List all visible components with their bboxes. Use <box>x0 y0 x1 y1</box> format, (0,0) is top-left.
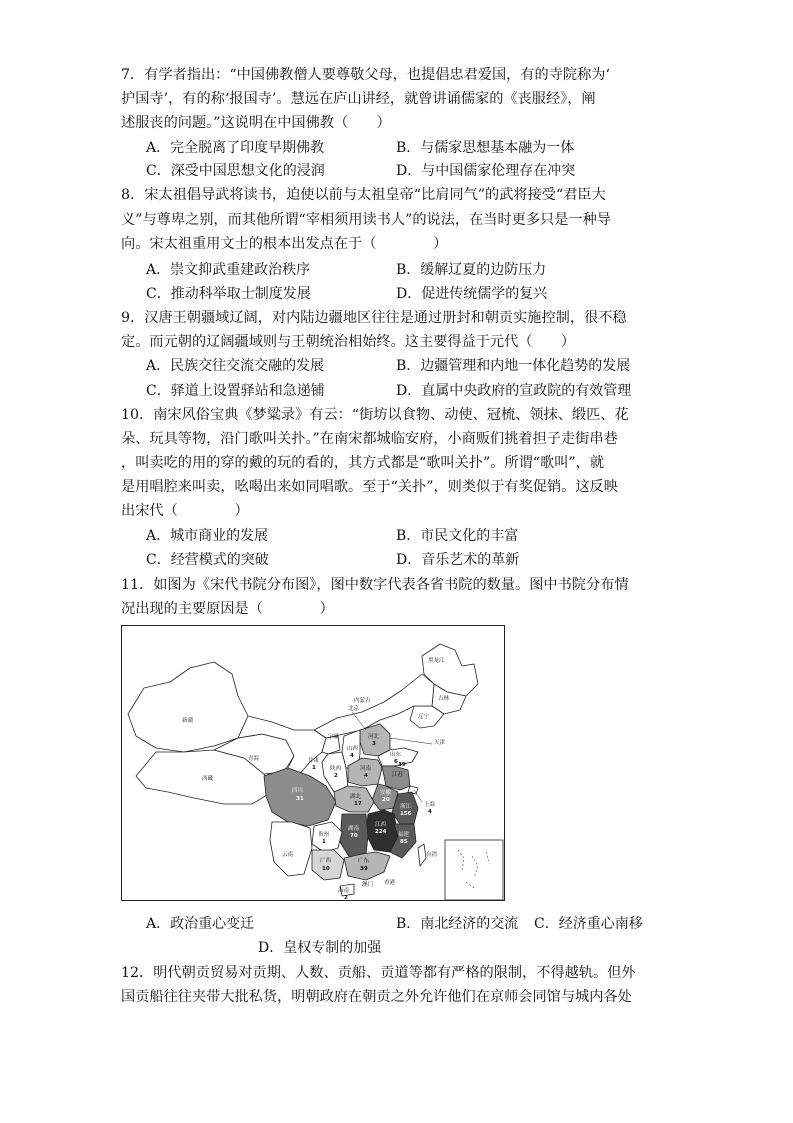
q7-option-d: D．与中国儒家伦理存在冲突 <box>396 163 576 179</box>
q7-option-b: B．与儒家思想基本融为一体 <box>396 140 575 156</box>
region-yunnan <box>270 822 312 876</box>
label-yunnan: 云南 <box>282 852 294 858</box>
count-hebei: 3 <box>372 741 376 747</box>
region-guangxi <box>312 850 344 880</box>
q10-option-b: B．市民文化的丰富 <box>396 528 519 544</box>
q12-stem-line-2: 国贡船往往夹带大批私货，明朝政府在朝贡之外允许他们在京师会同馆与城内各处 <box>121 989 632 1005</box>
q8-option-d: D．促进传统儒学的复兴 <box>396 286 548 302</box>
q10-option-a: A．城市商业的发展 <box>146 528 269 544</box>
label-tibet: 西藏 <box>202 776 214 782</box>
label-hubei: 湖北 <box>350 794 362 800</box>
count-guizhou: 1 <box>322 839 326 845</box>
q11-option-a: A．政治重心变迁 <box>146 916 255 932</box>
label-ningxia: 宁夏 <box>328 734 340 740</box>
label-taiwan: 台湾 <box>426 852 438 858</box>
label-shaanxi: 陕西 <box>330 766 342 772</box>
count-hunan: 70 <box>350 833 358 839</box>
q8-stem-line-3: 向。宋太祖重用文士的根本出发点在于（ ） <box>121 236 448 252</box>
q8-option-c: C．推动科举取士制度发展 <box>146 286 311 302</box>
q7-option-c: C．深受中国思想文化的浸润 <box>146 163 325 179</box>
count-shanghai: 4 <box>428 809 432 815</box>
q11-stem-line-2: 况出现的主要原因是（ ） <box>121 601 334 617</box>
label-liaoning: 辽宁 <box>418 714 430 720</box>
label-gansu: 甘肃 <box>308 758 320 764</box>
song-academy-distribution-map <box>121 625 505 901</box>
label-sichuan: 四川 <box>292 788 304 794</box>
q10-stem-line-3: ，叫卖吃的用的穿的戴的玩的看的，其方式都是“歌叫关扑”。所谓“歌叫”，就 <box>121 455 605 471</box>
label-tianjin: 天津 <box>434 740 446 746</box>
label-fujian: 福建 <box>398 832 410 838</box>
count-fujian: 85 <box>400 839 408 845</box>
q12-stem-line-1: 12．明代朝贡贸易对贡期、人数、贡船、贡道等都有严格的限制，不得越轨。但外 <box>121 965 636 981</box>
south-china-sea-inset <box>445 840 503 900</box>
count-guangdong: 39 <box>360 866 368 872</box>
label-beijing: 北京 <box>348 706 360 712</box>
label-zhejiang: 浙江 <box>400 804 412 810</box>
label-henan: 河南 <box>360 766 372 772</box>
region-xinjiang <box>128 662 248 752</box>
q8-option-b: B．缓解辽夏的边防压力 <box>396 262 547 278</box>
count-guangxi: 10 <box>322 866 330 872</box>
label-hongkong: 香港 <box>384 880 396 886</box>
count-sichuan: 31 <box>296 796 304 802</box>
q9-stem-line-1: 9．汉唐王朝疆域辽阔，对内陆边疆地区往往是通过册封和朝贡实施控制，很不稳 <box>121 310 627 326</box>
q8-stem-line-1: 8．宋太祖倡导武将读书，迫使以前与太祖皇帝“比肩同气”的武将接受“君臣大 <box>121 187 606 203</box>
q9-option-d: D．直属中央政府的宣政院的有效管理 <box>396 383 632 399</box>
label-xinjiang: 新疆 <box>182 718 194 724</box>
q9-option-b: B．边疆管理和内地一体化趋势的发展 <box>396 358 631 374</box>
q10-stem-line-1: 10．南宋风俗宝典《梦粱录》有云：“街坊以食物、动使、冠梳、领抹、缎匹、花 <box>121 407 629 423</box>
q11-option-d: D．皇权专制的加强 <box>258 940 382 956</box>
count-shandong: 6 <box>394 759 398 765</box>
label-shanxi: 山西 <box>347 746 359 752</box>
q10-option-d: D．音乐艺术的革新 <box>396 552 520 568</box>
q11-stem-line-1: 11．如图为《宋代书院分布图》，图中数字代表各省书院的数量。图中书院分布情 <box>121 577 629 593</box>
count-gansu: 1 <box>312 765 316 771</box>
q10-stem-line-4: 是用唱腔来叫卖，吆喝出来如同唱歌。至于“关扑”，则类似于有奖促销。这反映 <box>121 479 618 495</box>
q9-option-c: C．驿道上设置驿站和急递铺 <box>146 383 325 399</box>
q8-stem-line-2: 义”与尊卑之别，而其他所谓“宰相须用读书人”的说法，在当时更多只是一种导 <box>121 212 611 228</box>
label-guangxi: 广西 <box>320 858 332 864</box>
q11-option-c: C．经济重心南移 <box>534 916 643 932</box>
q10-stem-line-5: 出宋代（ ） <box>121 503 249 519</box>
q11-option-b: B．南北经济的交流 <box>396 916 519 932</box>
q7-option-a: A．完全脱离了印度早期佛教 <box>146 140 325 156</box>
count-jiangsu: 39 <box>398 762 406 768</box>
region-hebei <box>360 724 390 756</box>
q9-option-a: A．民族交往交流交融的发展 <box>146 358 325 374</box>
label-shanghai: 上海 <box>424 802 436 808</box>
count-hainan: 2 <box>344 895 348 901</box>
count-henan: 4 <box>364 773 368 779</box>
label-shandong: 山东 <box>390 752 402 758</box>
label-heilongjiang: 黑龙江 <box>428 658 445 664</box>
label-hebei: 河北 <box>368 734 380 740</box>
region-taiwan <box>418 844 426 866</box>
label-jilin: 吉林 <box>438 696 450 702</box>
count-jiangxi: 224 <box>375 829 387 835</box>
label-jiangsu: 江苏 <box>392 772 404 778</box>
label-guangdong: 广东 <box>358 858 370 864</box>
label-inner-mongolia: 内蒙古 <box>354 698 371 704</box>
count-shaanxi: 2 <box>334 773 338 779</box>
q10-option-c: C．经营模式的突破 <box>146 552 269 568</box>
label-anhui: 安徽 <box>380 790 392 796</box>
q7-stem-line-3: 述服丧的问题。”这说明在中国佛教（ ） <box>121 115 391 131</box>
label-hainan: 海南 <box>338 888 350 894</box>
label-hunan: 湖南 <box>348 826 360 832</box>
count-hubei: 17 <box>354 801 362 807</box>
q9-stem-line-2: 定。而元朝的辽阔疆域则与王朝统治相始终。这主要得益于元代（ ） <box>121 334 576 350</box>
count-shanxi: 4 <box>350 753 354 759</box>
label-jiangxi: 江西 <box>375 822 387 828</box>
label-guizhou: 贵州 <box>318 832 330 838</box>
q7-stem-line-2: 护国寺’，有的称‘报国寺’。慧远在庐山讲经，就曾讲诵儒家的《丧服经》，阐 <box>121 91 596 107</box>
q8-option-a: A．崇文抑武重建政治秩序 <box>146 262 311 278</box>
label-macau: 澳门 <box>362 882 374 888</box>
count-anhui: 20 <box>382 797 390 803</box>
q7-stem-line-1: 7．有学者指出：“中国佛教僧人要尊敬父母，也提倡忠君爱国，有的寺院称为‘ <box>121 67 610 83</box>
q10-stem-line-2: 朵、玩具等物，沿门歌叫关扑。”在南宋都城临安府，小商贩们挑着担子走街串巷 <box>121 431 618 447</box>
count-zhejiang: 156 <box>400 811 412 817</box>
label-qinghai: 青海 <box>248 756 260 762</box>
